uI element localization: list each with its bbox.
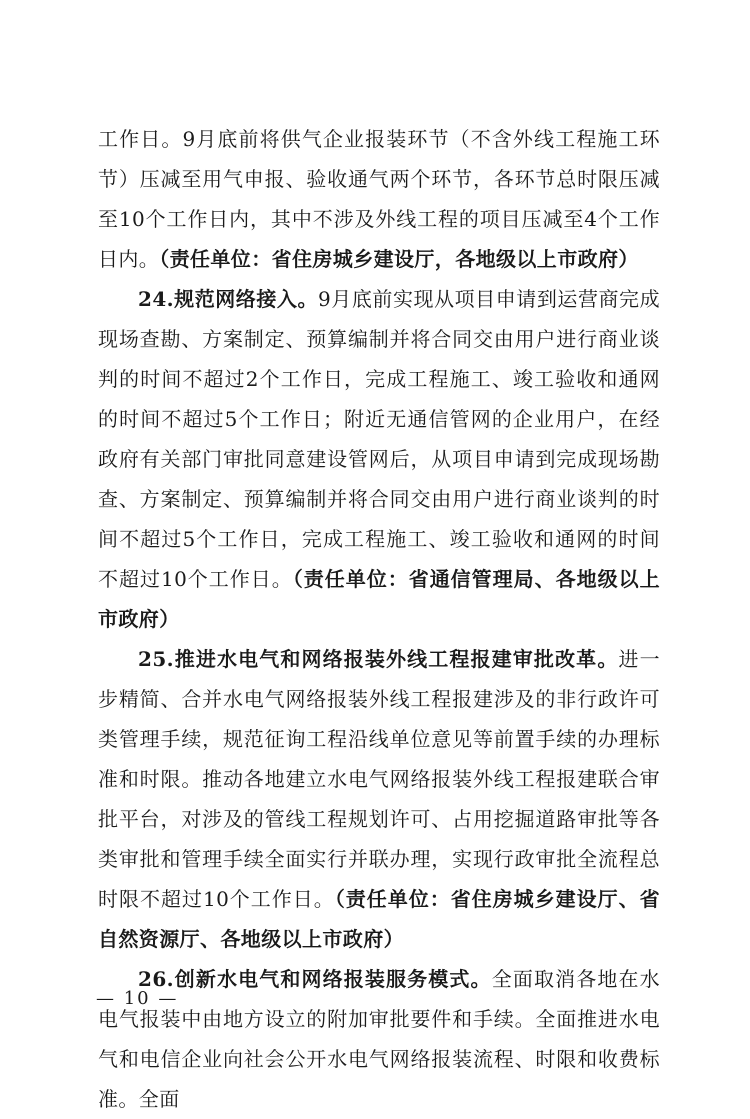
paragraph-24 [98, 279, 660, 639]
paragraph-text: 9月底前实现从项目申请到运营商完成现场查勘、方案制定、预算编制并将合同交由用户进行商业谈判的时间不超过2个工作日，完成工程施工、竣工验收和通网的时间不超过5个工作日；附近无通信管网的企业用户，在经政府有关部门审批同意建设管网后，从项目申请到完成现场勘查、方案制定、预算编制并将合同交由用户进行商业谈判的时间不超过5个工作日，完成工程施工、竣工验收和通网的时间不超过10个工作日。 [98, 287, 661, 591]
paragraph-text: 工作日。9月底前将供气企业报装环节（不含外线工程施工环节）压减至用气申报、验收通气两个环节，各环节总时限压减至10个工作日内，其中不涉及外线工程的项目压减至4个工作日内。 [98, 127, 660, 271]
item-heading: 25.推进水电气和网络报装外线工程报建审批改革。 [138, 647, 619, 671]
paragraph-26 [98, 959, 660, 1119]
page-number: — 10 — [96, 988, 179, 1009]
paragraph-text: 全面取消各地在水电气报装中由地方设立的附加审批要件和手续。全面推进水电气和电信企业向社会公开水电气网络报装流程、时限和收费标准。全面 [98, 967, 660, 1111]
paragraph-text: 进一步精简、合并水电气网络报装外线工程报建涉及的非行政许可类管理手续，规范征询工程沿线单位意见等前置手续的办理标准和时限。推动各地建立水电气网络报装外线工程报建联合审批平台，对涉及的管线工程规划许可、占用挖掘道路审批等各类审批和管理手续全面实行并联办理，实现行政审批全流程总时限不超过10个工作日。 [98, 647, 660, 911]
item-heading: 26.创新水电气和网络报装服务模式。 [138, 967, 492, 991]
paragraph-25 [98, 639, 660, 959]
body-text [98, 119, 660, 1119]
responsibility-note: （责任单位：省住房城乡建设厅、省自然资源厅、各地级以上市政府） [98, 887, 661, 951]
responsibility-note: （责任单位：省通信管理局、各地级以上市政府） [98, 567, 660, 631]
paragraph-gas-supply [98, 119, 660, 279]
responsibility-note: （责任单位：省住房城乡建设厅，各地级以上市政府） [159, 247, 639, 271]
item-heading: 24.规范网络接入。 [138, 287, 319, 311]
